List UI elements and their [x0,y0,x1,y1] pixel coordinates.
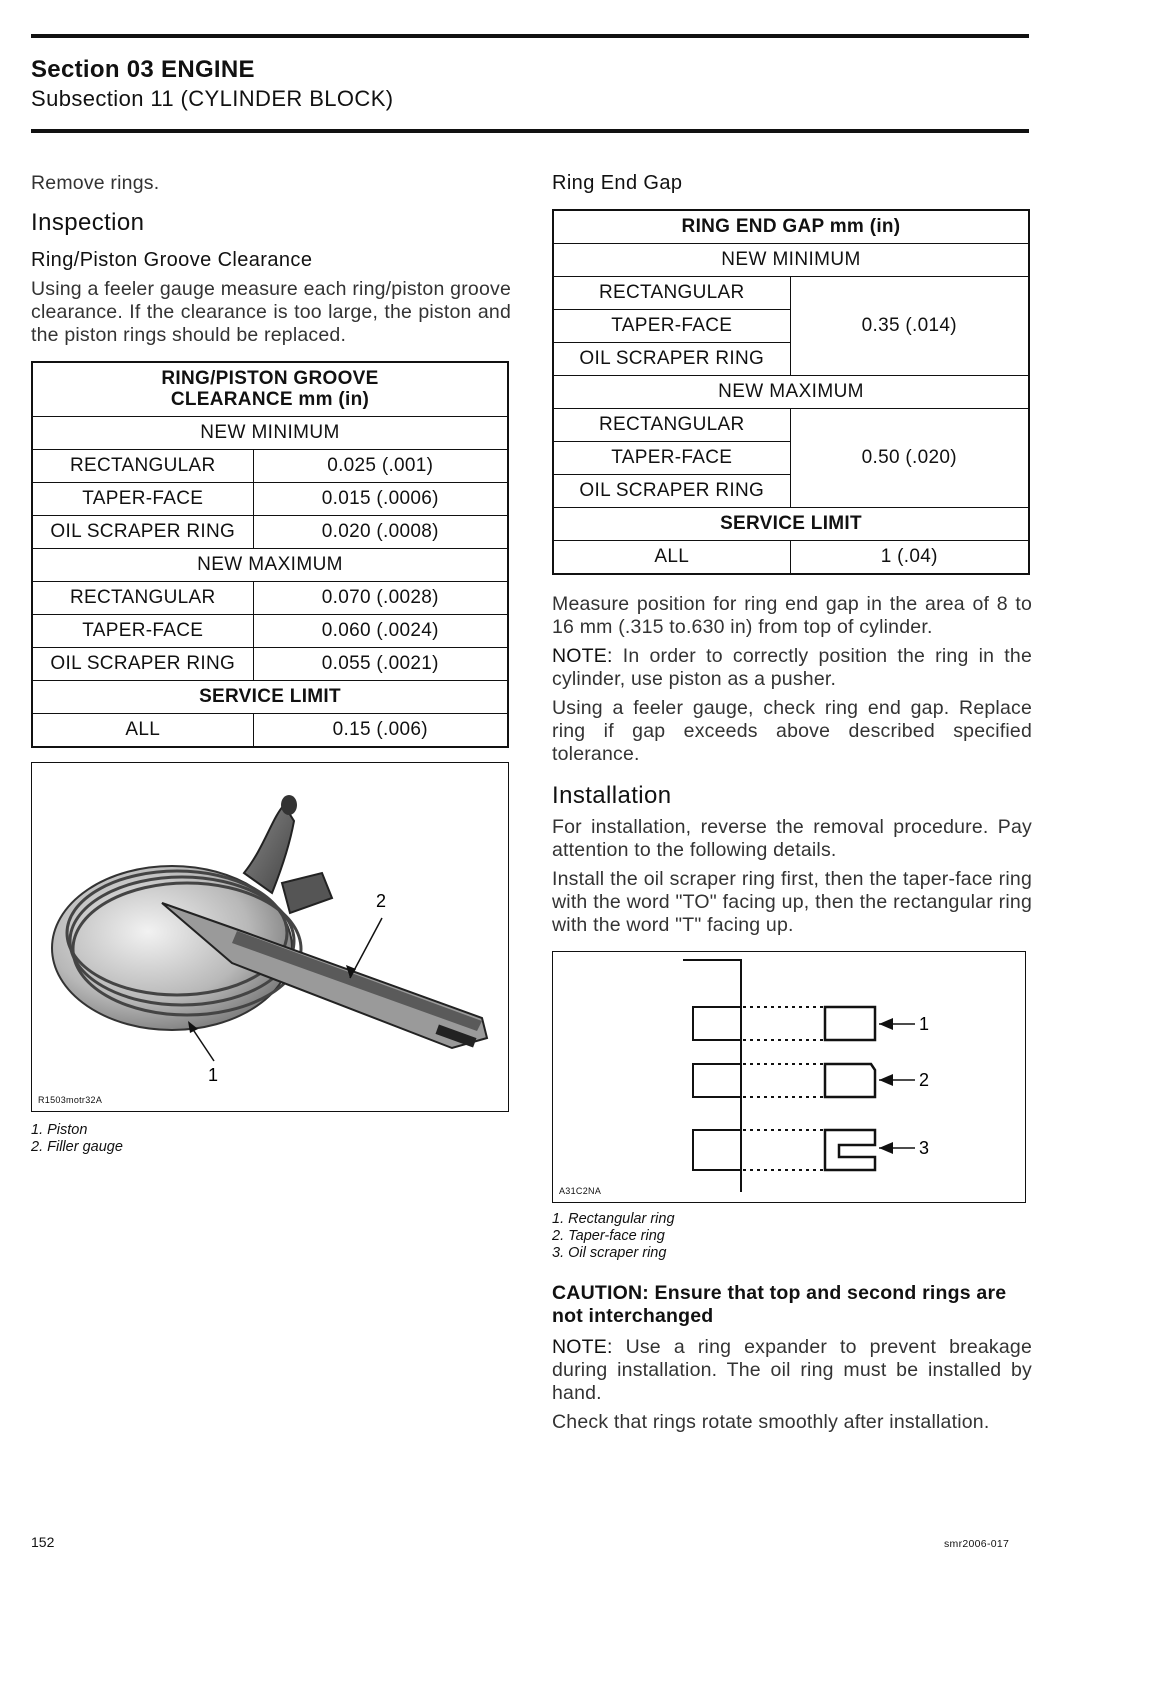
measure-position-text: Measure position for ring end gap in the area of 8 to 16 mm (.315 to.630 in) from top of cylinder. [552,593,1032,638]
callout-label-2: 2 [919,1070,930,1090]
table-row [32,482,508,515]
gap-new-min-label: NEW MINIMUM [553,244,1029,277]
ring-profile-figure [552,951,1026,1203]
piston-groove-1 [693,1007,741,1040]
list-item: 2. Taper-face ring [552,1228,665,1244]
note-pusher [552,645,1032,691]
ring-type-cell: ALL [32,713,253,747]
gap-value-cell: 0.50 (.020) [790,409,1029,508]
piston-groove-3 [693,1130,741,1170]
note-expander [552,1336,1032,1405]
section-title: Section 03 ENGINE [31,56,255,83]
install-text-2: Install the oil scraper ring first, then the taper-face ring with the word "TO" facing up, then the rectangular ring with the word "T" facing up. [552,868,1032,936]
ring-type-cell: OIL SCRAPER RING [32,647,253,680]
list-item: 1. Rectangular ring [552,1211,675,1227]
caution-text: Ensure that top and second rings are not interchanged [552,1282,1007,1327]
table-row [32,449,508,482]
piston-figure-legend [31,1122,511,1156]
groove-new-min-label: NEW MINIMUM [32,416,508,449]
ring-type-cell: OIL SCRAPER RING [32,515,253,548]
remove-rings-text: Remove rings. [31,172,160,194]
callout-label-1: 1 [919,1014,930,1034]
gap-value-cell: 0.35 (.014) [790,277,1029,376]
gap-table-title: RING END GAP mm (in) [553,210,1029,244]
piston-groove-2 [693,1064,741,1097]
caution-label: CAUTION: [552,1282,649,1304]
caution-block [552,1282,1032,1328]
gap-new-max-label: NEW MAXIMUM [553,376,1029,409]
gap-service-limit-label: SERVICE LIMIT [553,508,1029,541]
header-top-rule [31,34,1029,38]
ring-type-cell: OIL SCRAPER RING [553,343,790,376]
clearance-value-cell: 0.015 (.0006) [253,482,508,515]
installation-heading: Installation [552,782,672,809]
check-rotation-text: Check that rings rotate smoothly after installation. [552,1411,990,1433]
clearance-value-cell: 0.060 (.0024) [253,614,508,647]
note-label: NOTE: [552,645,613,667]
ring-type-cell: RECTANGULAR [32,449,253,482]
groove-service-limit-label: SERVICE LIMIT [32,680,508,713]
cylinder-wall-line [683,960,741,1192]
table-row [32,647,508,680]
ring-figure-legend [552,1211,1032,1262]
install-text-1: For installation, reverse the removal procedure. Pay attention to the following details. [552,816,1032,861]
groove-table-title-line2: CLEARANCE mm (in) [170,389,370,411]
ring-type-cell: ALL [553,541,790,575]
table-row [553,541,1029,575]
ring-end-gap-table [552,209,1030,575]
left-column [31,172,511,1156]
ring-type-cell: RECTANGULAR [32,581,253,614]
piston-feeler-figure [31,762,509,1112]
figure-code: A31C2NA [559,1186,602,1196]
rod-clamp-shape [282,873,332,913]
arrow-head-2 [879,1074,893,1086]
table-row [32,515,508,548]
table-row [553,277,1029,310]
oil-scraper-ring-shape [825,1130,875,1170]
callout-label-1: 1 [208,1064,219,1085]
subsection-title: Subsection 11 (CYLINDER BLOCK) [31,86,394,111]
clearance-value-cell: 0.025 (.001) [253,449,508,482]
rectangular-ring-shape [825,1007,875,1040]
groove-table-title-line1: RING/PISTON GROOVE [161,368,379,390]
ring-type-cell: OIL SCRAPER RING [553,475,790,508]
right-column [552,172,1032,1434]
ring-type-cell: TAPER-FACE [32,482,253,515]
ring-type-cell: TAPER-FACE [553,310,790,343]
ring-type-cell: TAPER-FACE [553,442,790,475]
clearance-value-cell: 0.070 (.0028) [253,581,508,614]
taper-face-ring-shape [825,1064,875,1097]
table-row [32,713,508,747]
dotted-guides [743,1007,823,1170]
clearance-value-cell: 0.055 (.0021) [253,647,508,680]
arrow-head-3 [879,1142,893,1154]
ring-end-gap-heading: Ring End Gap [552,172,683,194]
piston-illustration [32,763,508,1111]
feeler-gauge-text: Using a feeler gauge, check ring end gap. Replace ring if gap exceeds above described specified tolerance. [552,697,1032,765]
callout-label-3: 3 [919,1138,930,1158]
ring-profile-diagram [553,952,1025,1202]
table-row [553,409,1029,442]
figure-code: R1503motr32A [38,1094,103,1105]
groove-new-max-label: NEW MAXIMUM [32,548,508,581]
clearance-value-cell: 0.15 (.006) [253,713,508,747]
table-row [32,581,508,614]
header-bottom-rule [31,129,1029,133]
list-item: 3. Oil scraper ring [552,1245,667,1261]
note-text: In order to correctly position the ring in the cylinder, use piston as a pusher. [552,645,1032,690]
note-label: NOTE: [552,1336,613,1358]
groove-clearance-text: Using a feeler gauge measure each ring/piston groove clearance. If the clearance is too large, the piston and the piston rings should be replaced. [31,278,511,346]
document-code: smr2006-017 [944,1538,1010,1550]
page-number: 152 [31,1534,55,1550]
groove-clearance-heading: Ring/Piston Groove Clearance [31,249,313,271]
list-item: 1. Piston [31,1121,88,1138]
groove-table-title [32,362,508,416]
groove-clearance-table [31,361,509,748]
clearance-value-cell: 0.020 (.0008) [253,515,508,548]
rod-end-shape [281,795,297,815]
note-text: Use a ring expander to prevent breakage during installation. The oil ring must be installed by hand. [552,1336,1032,1404]
ring-type-cell: TAPER-FACE [32,614,253,647]
arrow-head-1 [879,1018,893,1030]
callout-label-2: 2 [376,890,387,911]
inspection-heading: Inspection [31,209,145,236]
connecting-rod-shape [244,805,294,893]
list-item: 2. Filler gauge [31,1138,123,1155]
gap-value-cell: 1 (.04) [790,541,1029,575]
ring-type-cell: RECTANGULAR [553,409,790,442]
table-row [32,614,508,647]
ring-type-cell: RECTANGULAR [553,277,790,310]
